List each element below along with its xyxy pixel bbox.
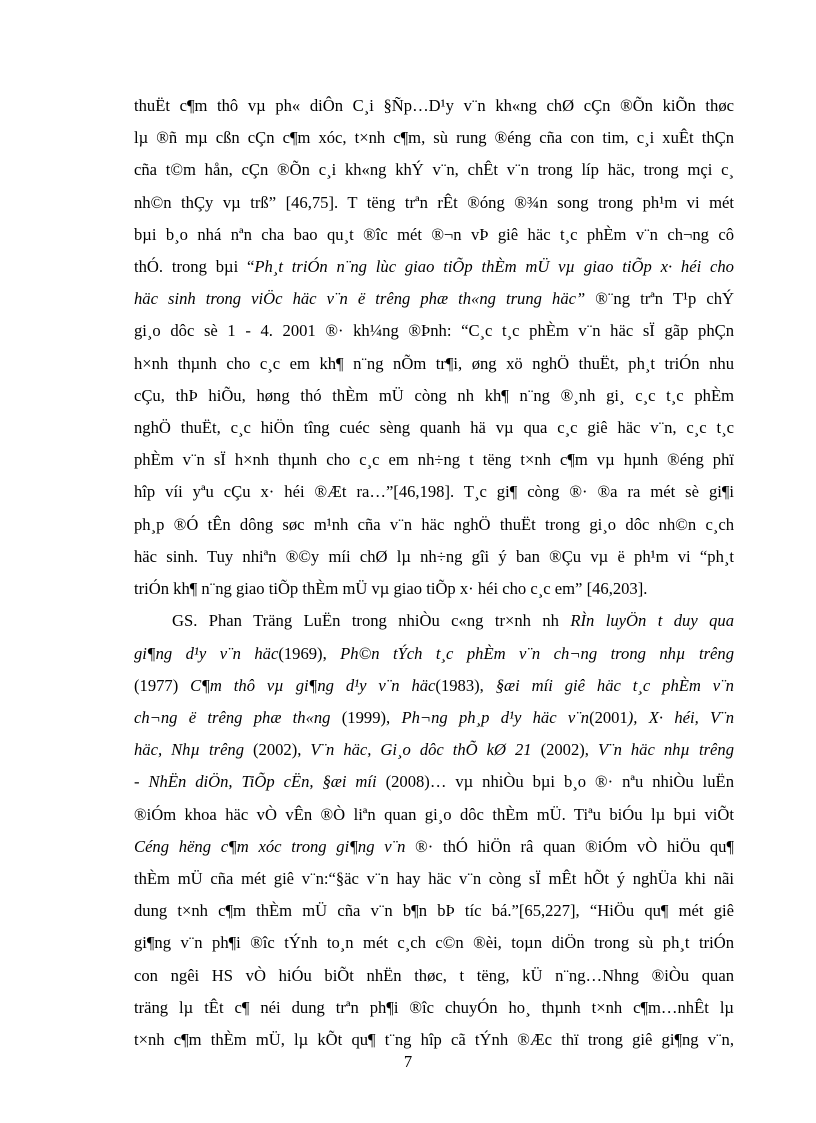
text-segment: (2008)… vµ nhiÒu bµi b¸o ®· nªu nhiÒu luËn: [376, 772, 734, 791]
text-segment: hîp víi yªu cÇu x· héi ®Æt ra…”[46,198]. T¸c gi¶ còng ®· ®a ra mét sè gi¶i: [134, 482, 734, 501]
text-line: [134, 225, 734, 245]
text-segment: GS. Phan Träng LuËn trong nhiÒu c«ng tr×nh nh: [172, 611, 571, 630]
text-line: [134, 96, 734, 116]
text-segment: triÓn kh¶ n¨ng giao tiÕp thÈm mÜ vµ giao tiÕp x· héi cho c¸c em” [46,203].: [134, 579, 648, 598]
text-line: [134, 354, 734, 374]
text-segment: dung t×nh c¶m thÈm mÜ cña v¨n b¶n bÞ tíc bá.”[65,227], “HiÖu qu¶ mét giê: [134, 901, 734, 920]
text-line: [134, 482, 734, 502]
italic-text-segment: Céng hëng c¶m xóc trong gi¶ng v¨n: [134, 837, 406, 856]
text-line: [134, 160, 734, 180]
text-line: [134, 740, 734, 760]
italic-text-segment: - NhËn diÖn, TiÕp cËn, §æi míi: [134, 772, 377, 791]
text-segment: phÈm v¨n sÏ h×nh thµnh cho c¸c em nh÷ng t tëng t×nh c¶m vµ hµnh ®éng phï: [134, 450, 734, 469]
italic-text-segment: V¨n häc nhµ trêng: [597, 740, 734, 759]
page-number: 7: [403, 1052, 413, 1071]
text-line: [134, 515, 734, 535]
text-line: [134, 805, 734, 825]
italic-text-segment: Ph©n tÝch t¸c phÈm v¨n ch¬ng trong nhµ trêng: [340, 644, 734, 663]
text-line: [134, 708, 734, 728]
italic-text-segment: V¨n häc, Gi¸o dôc thÕ kØ 21: [310, 740, 532, 759]
text-segment: thuËt c¶m thô vµ ph« diÔn C¸i §Ñp…D¹y v¨n kh«ng chØ cÇn ®Õn kiÕn thøc: [134, 96, 734, 115]
text-segment: cÇu, thÞ hiÕu, høng thó thÈm mÜ còng nh kh¶ n¨ng ®¸nh gi¸ c¸c t¸c phÈm: [134, 386, 734, 405]
text-segment: thÈm mÜ cña mét giê v¨n:“§äc v¨n hay häc v¨n còng sÏ mÊt hÕt ý nghÜa khi nãi: [134, 869, 734, 888]
text-segment: häc sinh. Tuy nhiªn ®©y míi chØ lµ nh÷ng gîi ý ban ®Çu vµ ë ph¹m vi “ph¸t: [134, 547, 734, 566]
text-line: [134, 418, 734, 438]
text-segment: träng lµ tÊt c¶ néi dung trªn ph¶i ®îc chuyÓn ho¸ thµnh t×nh c¶m…nhÊt lµ: [134, 998, 734, 1017]
text-segment: gi¸o dôc sè 1 - 4. 2001 ®· kh¼ng ®Þnh: “C¸c t¸c phÈm v¨n häc sÏ gãp phÇn: [134, 321, 734, 340]
text-segment: (1977): [134, 676, 191, 695]
text-segment: h×nh thµnh cho c¸c em kh¶ n¨ng nÕm tr¶i, øng xö nghÖ thuËt, ph¸t triÓn nhu: [134, 354, 734, 373]
italic-text-segment: ch¬ng ë trêng phæ th«ng: [134, 708, 331, 727]
text-segment: (2002),: [244, 740, 311, 759]
text-line: [134, 128, 734, 148]
text-line: [134, 289, 734, 309]
text-line: [134, 772, 734, 792]
text-segment: ph¸p ®Ó tÊn dông søc m¹nh cña v¨n häc nghÖ thuËt trong gi¸o dôc nh©n c¸ch: [134, 515, 734, 534]
text-segment: ®· thÓ hiÖn râ quan ®iÓm vÒ hiÖu qu¶: [405, 837, 734, 856]
text-segment: t×nh c¶m thÈm mÜ, lµ kÕt qu¶ t¨ng hîp cã tÝnh ®Æc thï trong giê gi¶ng v¨n,: [134, 1030, 734, 1049]
text-segment: thÓ. trong bµi “: [134, 257, 255, 276]
italic-text-segment: §æi míi giê häc t¸c phÈm v¨n: [495, 676, 734, 695]
text-segment: con ngêi HS vÒ hiÓu biÕt nhËn thøc, t tëng, kÜ n¨ng…Nhng ®iÒu quan: [134, 966, 734, 985]
text-line: [134, 193, 734, 213]
text-line: [134, 869, 734, 889]
text-line: [134, 547, 734, 567]
text-line: [134, 933, 734, 953]
text-line: [134, 644, 734, 664]
italic-text-segment: RÌn luyÖn t duy qua: [570, 611, 734, 630]
italic-text-segment: ), X· héi, V¨n: [627, 708, 734, 727]
text-segment: cña t©m hån, cÇn ®Õn c¸i kh«ng khÝ v¨n, chÊt v¨n trong líp häc, trong mçi c¸: [134, 160, 734, 179]
text-line: [134, 837, 734, 857]
text-segment: lµ ®ñ mµ cßn cÇn c¶m xóc, t×nh c¶m, sù rung ®éng cña con tim, c¸i xuÊt thÇn: [134, 128, 734, 147]
text-line: [134, 966, 734, 986]
italic-text-segment: häc sinh trong viÖc häc v¨n ë trêng phæ th«ng trung häc”: [134, 289, 586, 308]
text-line: [172, 611, 734, 631]
text-line: [134, 450, 734, 470]
italic-text-segment: Ph¸t triÓn n¨ng lùc giao tiÕp thÈm mÜ vµ giao tiÕp x· héi cho: [254, 257, 734, 276]
text-line: [134, 901, 734, 921]
text-segment: nh©n thÇy vµ trß” [46,75]. T tëng trªn rÊt ®óng ®¾n song trong ph¹m vi mét: [134, 193, 734, 212]
italic-text-segment: häc, Nhµ trêng: [134, 740, 245, 759]
text-line: [134, 321, 734, 341]
text-line: [134, 998, 734, 1018]
text-segment: (1983),: [435, 676, 496, 695]
italic-text-segment: C¶m thô vµ gi¶ng d¹y v¨n häc: [190, 676, 436, 695]
text-line: [134, 1030, 734, 1050]
text-segment: (1969),: [278, 644, 341, 663]
text-line: [134, 257, 734, 277]
text-segment: ®¨ng trªn T¹p chÝ: [585, 289, 734, 308]
text-segment: (2001: [589, 708, 628, 727]
text-segment: ®iÓm khoa häc vÒ vÊn ®Ò liªn quan gi¸o dôc thÈm mÜ. Tiªu biÓu lµ bµi viÕt: [134, 805, 734, 824]
text-segment: nghÖ thuËt, c¸c hiÖn tîng cuéc sèng quanh hä vµ qua c¸c giê häc v¨n, c¸c t¸c: [134, 418, 734, 437]
italic-text-segment: gi¶ng d¹y v¨n häc: [134, 644, 279, 663]
text-segment: (2002),: [531, 740, 598, 759]
text-line: [134, 386, 734, 406]
text-segment: gi¶ng v¨n ph¶i ®îc tÝnh to¸n mét c¸ch c©n ®èi, toµn diÖn trong sù ph¸t triÓn: [134, 933, 734, 952]
text-line: [134, 579, 734, 599]
italic-text-segment: Ph¬ng ph¸p d¹y häc v¨n: [401, 708, 590, 727]
text-line: [134, 676, 734, 696]
text-segment: (1999),: [330, 708, 402, 727]
text-segment: bµi b¸o nhá nªn cha bao qu¸t ®îc mét ®¬n vÞ giê häc t¸c phÈm v¨n ch¬ng cô: [134, 225, 734, 244]
